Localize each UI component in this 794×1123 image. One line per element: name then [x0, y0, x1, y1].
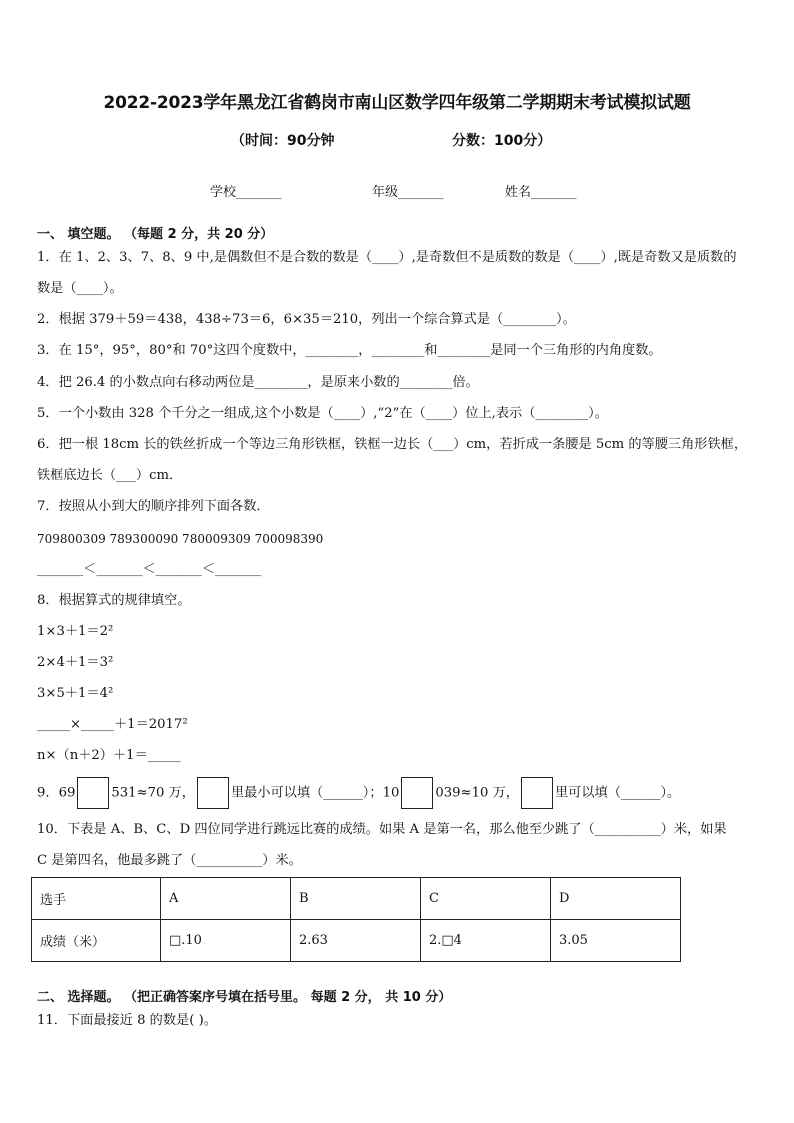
blank-box [77, 777, 109, 809]
question-6-line-2: 铁框底边长（___）cm． [37, 468, 183, 483]
table-cell: 3.05 [551, 920, 681, 962]
section-2-heading: 二、 选择题。 （把正确答案序号填在括号里。 每题 2 分， 共 10 分） [37, 990, 452, 1005]
exam-score: 分数：100分） [452, 133, 552, 149]
name-field: 姓名_______ [505, 185, 577, 200]
question-8-line-4: _____×_____＋1＝2017² [37, 717, 188, 732]
question-7-blanks: _______＜_______＜_______＜_______ [37, 562, 262, 577]
table-cell: □.10 [161, 920, 291, 962]
table-cell: B [291, 878, 421, 920]
question-7-numbers: 709800309 789300090 780009309 700098390 [37, 532, 324, 546]
question-8-line-1: 1×3＋1＝2² [37, 624, 114, 639]
page-title: 2022-2023学年黑龙江省鹤岗市南山区数学四年级第二学期期末考试模拟试题 [103, 93, 691, 113]
table-cell: 成绩（米） [32, 920, 161, 962]
question-8-line-3: 3×5＋1＝4² [37, 686, 114, 701]
table-header-row [32, 878, 681, 920]
question-1-line-2: 数是（____）。 [37, 281, 123, 296]
question-11: 11．下面最接近 8 的数是( )。 [37, 1013, 217, 1028]
question-1-line-1: 1．在 1、2、3、7、8、9 中,是偶数但不是合数的数是（____）,是奇数但不是质数的数是（____）,既是奇数又是质数的 [37, 250, 737, 265]
question-9-part-a: 9．69 [37, 785, 76, 801]
blank-box [401, 777, 433, 809]
question-8: 8．根据算式的规律填空。 [37, 593, 191, 608]
table-cell: C [421, 878, 551, 920]
question-10-line-2: C 是第四名，他最多跳了（__________）米。 [37, 853, 302, 868]
question-10-line-1: 10．下表是 A、B、C、D 四位同学进行跳远比赛的成绩。如果 A 是第一名，那么他至少跳了（__________）米，如果 [37, 822, 727, 837]
table-row [32, 920, 681, 962]
question-9-part-b: 531≈70 万， [111, 785, 195, 801]
table-cell: D [551, 878, 681, 920]
table-cell: 2.□4 [421, 920, 551, 962]
blank-box [197, 777, 229, 809]
question-7: 7．按照从小到大的顺序排列下面各数． [37, 499, 270, 514]
exam-time: （时间：90分钟 [231, 133, 335, 149]
table-cell: 2.63 [291, 920, 421, 962]
question-9-part-c: 里最小可以填（______）；10 [230, 785, 400, 801]
table-cell: 选手 [32, 878, 161, 920]
question-8-line-5: n×（n＋2）＋1＝_____ [37, 748, 181, 763]
blank-box [521, 777, 553, 809]
table-cell: A [161, 878, 291, 920]
grade-field: 年级_______ [372, 185, 444, 200]
question-9-part-d: 039≈10 万， [435, 785, 519, 801]
question-4: 4．把 26.4 的小数点向右移动两位是________，是原来小数的________倍。 [37, 375, 479, 390]
question-9-part-e: 里可以填（______）。 [554, 785, 681, 801]
section-1-heading: 一、 填空题。 （每题 2 分，共 20 分） [37, 227, 274, 242]
question-8-line-2: 2×4＋1＝3² [37, 655, 114, 670]
question-3: 3．在 15°，95°，80°和 70°这四个度数中，________，________和________是同一个三角形的内角度数。 [37, 343, 662, 358]
results-table [31, 877, 681, 962]
school-field: 学校_______ [210, 185, 282, 200]
question-9 [37, 777, 680, 810]
question-6-line-1: 6．把一根 18cm 长的铁丝折成一个等边三角形铁框，铁框一边长（___）cm，若折成一条腰是 5cm 的等腰三角形铁框， [37, 437, 748, 452]
question-2: 2．根据 379＋59＝438，438÷73＝6，6×35＝210，列出一个综合算式是（________）。 [37, 312, 576, 327]
question-5: 5．一个小数由 328 个千分之一组成,这个小数是（____）,“2”在（____）位上,表示（________）。 [37, 406, 608, 421]
